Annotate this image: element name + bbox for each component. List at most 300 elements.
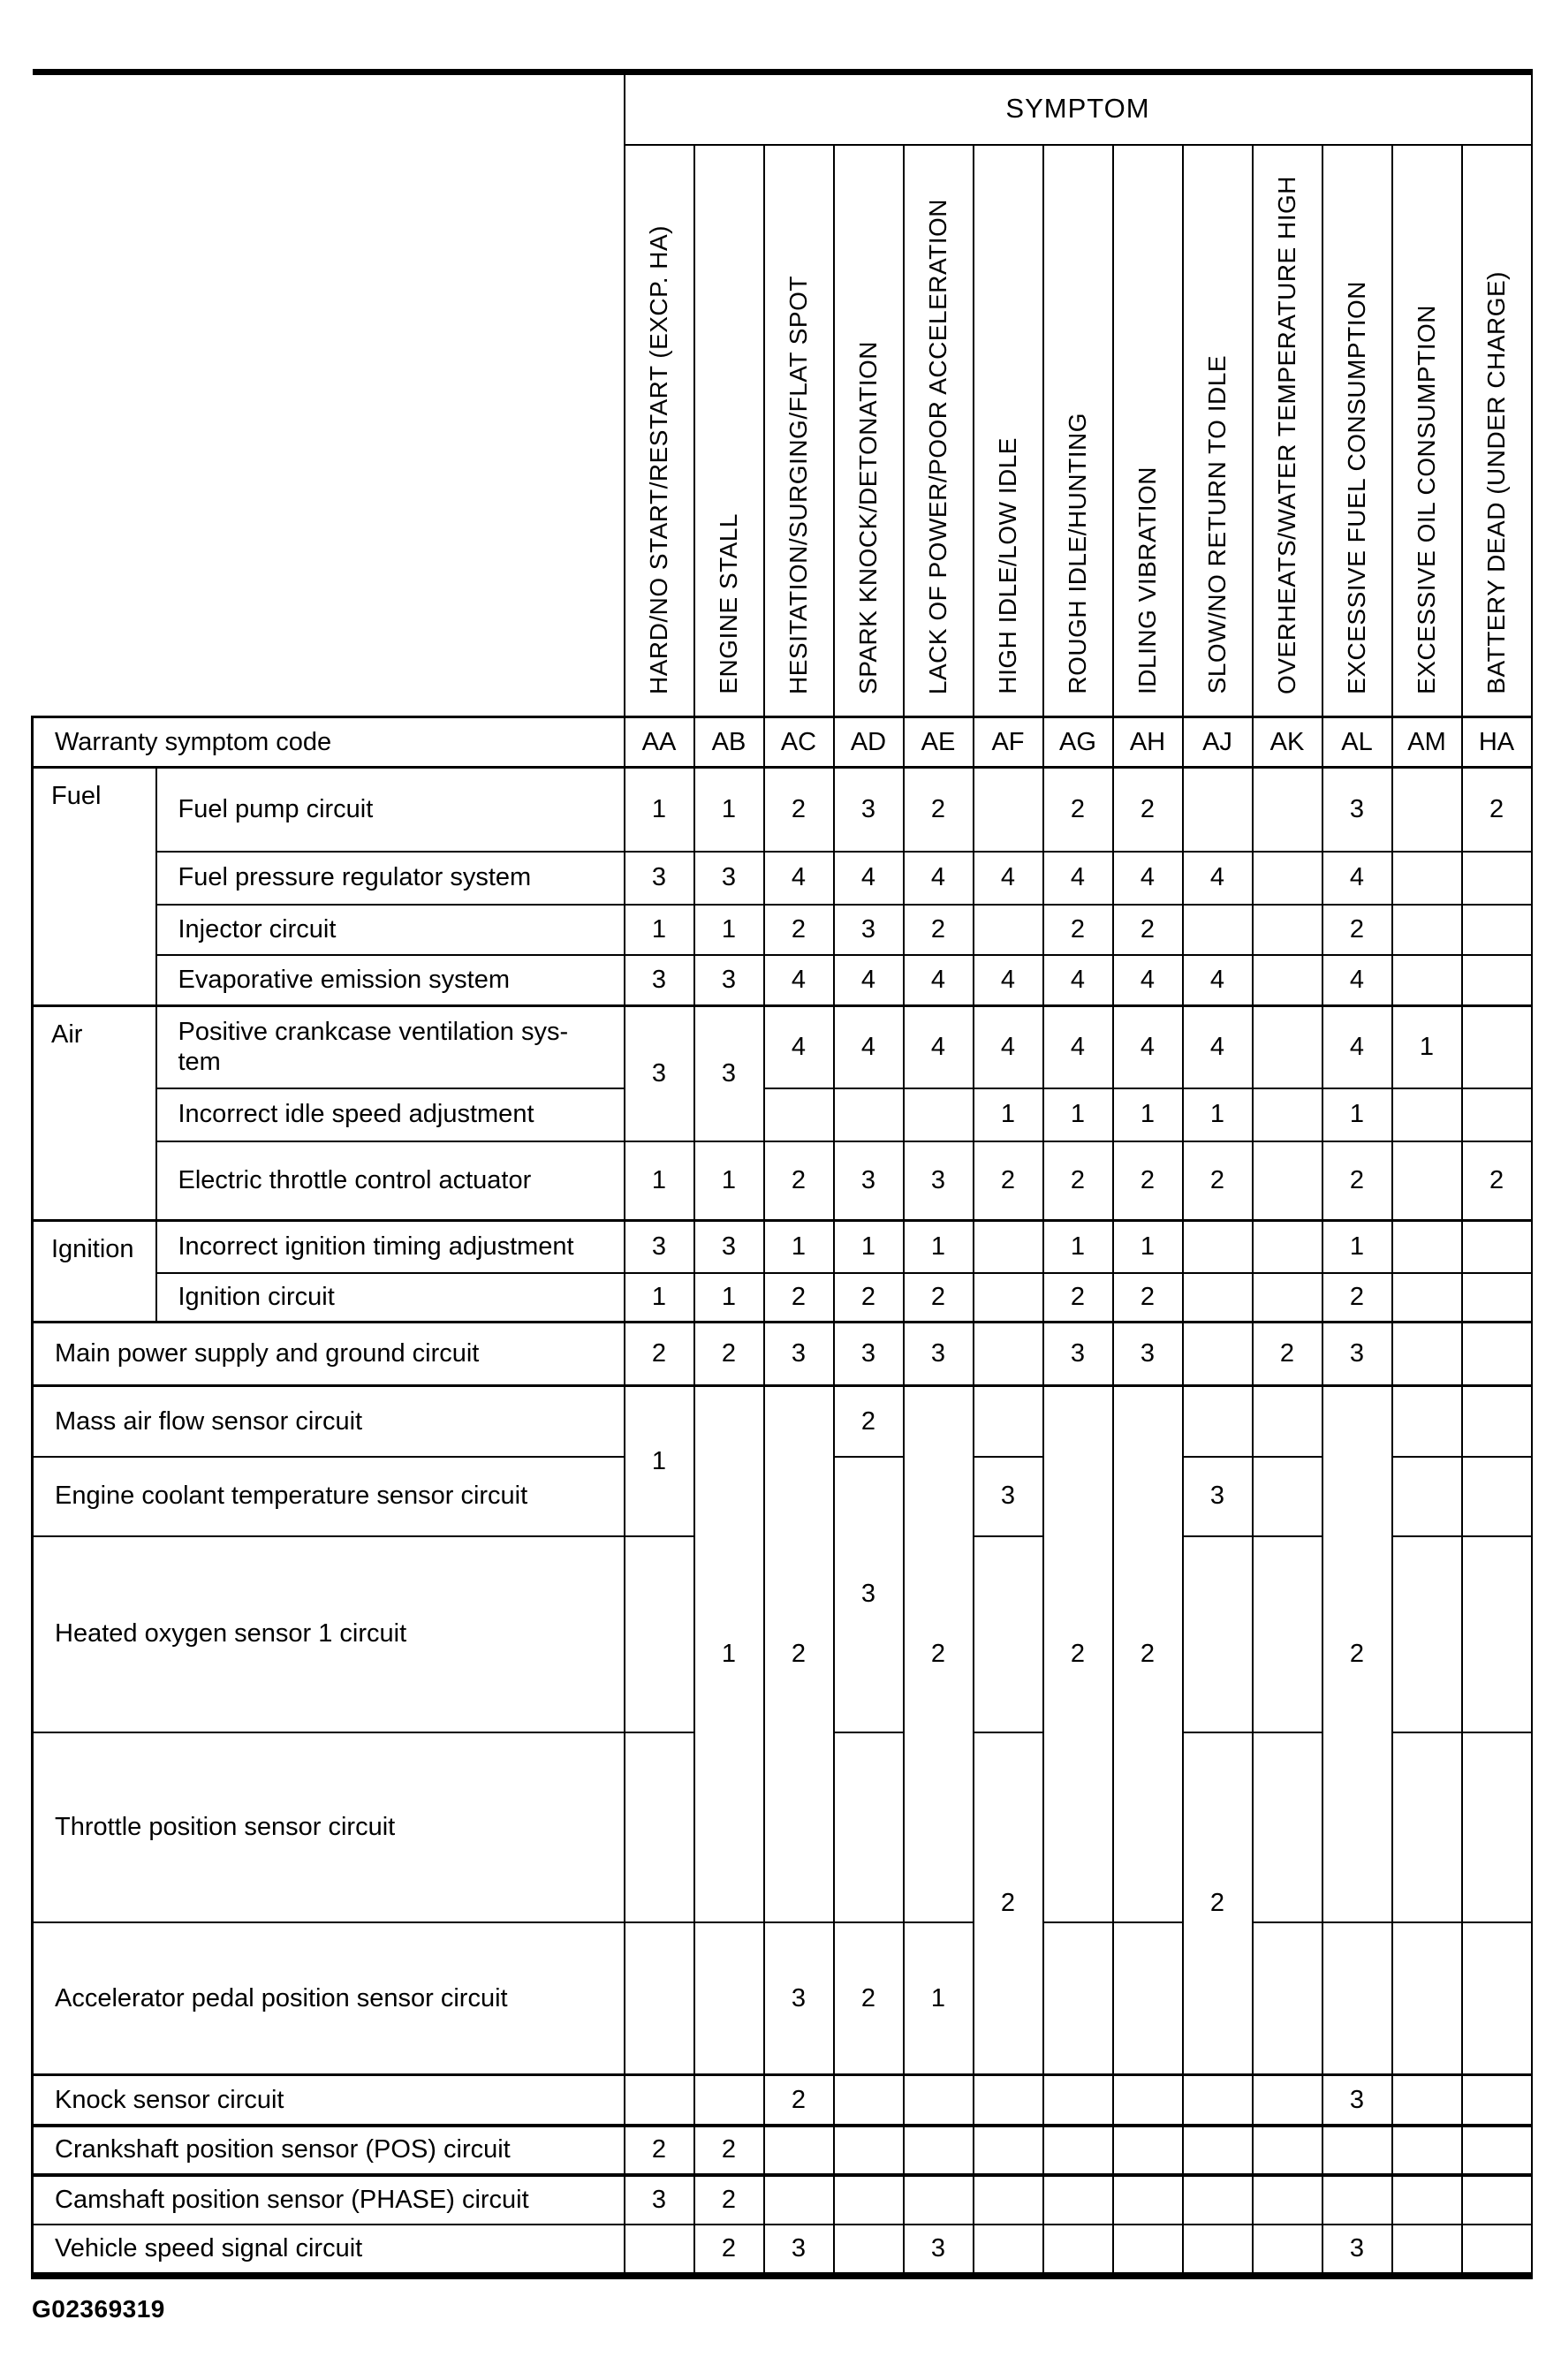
value-cell-af bbox=[974, 2175, 1043, 2225]
symptom-column-header-al bbox=[1322, 145, 1392, 717]
value-cell-aa: 2 bbox=[625, 2126, 694, 2175]
value-cell-aa: 3 bbox=[625, 1006, 694, 1141]
value-cell-af: 4 bbox=[974, 1006, 1043, 1088]
value-cell-aj: 4 bbox=[1183, 1006, 1253, 1088]
row-label: Ignition circuit bbox=[156, 1273, 625, 1323]
value-cell-ak bbox=[1253, 1141, 1322, 1221]
value-cell-am bbox=[1392, 1386, 1462, 1457]
value-cell-aj bbox=[1183, 1273, 1253, 1323]
value-cell-ac: 2 bbox=[764, 1386, 834, 1922]
value-cell-ha bbox=[1462, 1457, 1532, 1536]
row-label: Vehicle speed signal circuit bbox=[33, 2225, 625, 2276]
symptom-column-header-am bbox=[1392, 145, 1462, 717]
value-cell-ad bbox=[834, 2126, 904, 2175]
value-cell-af: 1 bbox=[974, 1088, 1043, 1141]
value-cell-ah: 2 bbox=[1113, 1273, 1183, 1323]
value-cell-ag: 1 bbox=[1043, 1221, 1113, 1273]
value-cell-ad: 3 bbox=[834, 768, 904, 852]
value-cell-ae bbox=[904, 2126, 974, 2175]
value-cell-aj bbox=[1183, 768, 1253, 852]
value-cell-ae bbox=[904, 1088, 974, 1141]
value-cell-am bbox=[1392, 1457, 1462, 1536]
value-cell-ag: 2 bbox=[1043, 1273, 1113, 1323]
value-cell-aj bbox=[1183, 2175, 1253, 2225]
value-cell-ae: 3 bbox=[904, 1141, 974, 1221]
value-cell-af: 4 bbox=[974, 955, 1043, 1006]
value-cell-ae: 4 bbox=[904, 955, 974, 1006]
symptom-column-header-ak bbox=[1253, 145, 1322, 717]
value-cell-ab: 1 bbox=[694, 1386, 764, 1922]
value-cell-aa bbox=[625, 1732, 694, 1922]
group-label-air: Air bbox=[33, 1006, 156, 1221]
value-cell-al: 4 bbox=[1322, 1006, 1392, 1088]
value-cell-ac: 1 bbox=[764, 1221, 834, 1273]
value-cell-aj: 2 bbox=[1183, 1732, 1253, 2075]
value-cell-aj: 3 bbox=[1183, 1457, 1253, 1536]
value-cell-ad: 1 bbox=[834, 1221, 904, 1273]
value-cell-am bbox=[1392, 1536, 1462, 1732]
value-cell-aj bbox=[1183, 2126, 1253, 2175]
value-cell-ha bbox=[1462, 955, 1532, 1006]
warranty-code-ac: AC bbox=[764, 717, 834, 768]
value-cell-aa: 3 bbox=[625, 852, 694, 905]
table-row bbox=[33, 2075, 1532, 2126]
value-cell-al: 1 bbox=[1322, 1221, 1392, 1273]
value-cell-aj bbox=[1183, 1386, 1253, 1457]
value-cell-ab: 1 bbox=[694, 905, 764, 955]
value-cell-ab: 2 bbox=[694, 2126, 764, 2175]
value-cell-aj: 4 bbox=[1183, 852, 1253, 905]
value-cell-aj bbox=[1183, 1323, 1253, 1386]
value-cell-aj bbox=[1183, 2225, 1253, 2276]
row-label: Heated oxygen sensor 1 circuit bbox=[33, 1536, 625, 1732]
value-cell-ak bbox=[1253, 768, 1322, 852]
value-cell-ad bbox=[834, 2175, 904, 2225]
row-label: Mass air flow sensor circuit bbox=[33, 1386, 625, 1457]
value-cell-af: 3 bbox=[974, 1457, 1043, 1536]
value-cell-aa bbox=[625, 1536, 694, 1732]
value-cell-ag: 2 bbox=[1043, 1386, 1113, 1922]
value-cell-ak bbox=[1253, 1221, 1322, 1273]
warranty-code-ad: AD bbox=[834, 717, 904, 768]
warranty-code-ha: HA bbox=[1462, 717, 1532, 768]
value-cell-ab: 2 bbox=[694, 2175, 764, 2225]
rotated-symptom-label: HARD/NO START/RESTART (EXCP. HA) bbox=[645, 224, 672, 694]
value-cell-aa bbox=[625, 2075, 694, 2126]
warranty-code-ab: AB bbox=[694, 717, 764, 768]
rotated-symptom-label: EXCESSIVE FUEL CONSUMPTION bbox=[1343, 280, 1370, 694]
value-cell-ac bbox=[764, 2175, 834, 2225]
table-corner-blank bbox=[33, 72, 625, 717]
table-row bbox=[33, 1273, 1532, 1323]
value-cell-ag bbox=[1043, 2175, 1113, 2225]
value-cell-ha bbox=[1462, 1323, 1532, 1386]
value-cell-ah bbox=[1113, 2175, 1183, 2225]
value-cell-ae bbox=[904, 2175, 974, 2225]
value-cell-am bbox=[1392, 768, 1462, 852]
rotated-symptom-label: IDLING VIBRATION bbox=[1133, 466, 1161, 694]
value-cell-ag bbox=[1043, 1922, 1113, 2075]
table-row bbox=[33, 2225, 1532, 2276]
value-cell-ak bbox=[1253, 2075, 1322, 2126]
value-cell-ak bbox=[1253, 1273, 1322, 1323]
value-cell-ae: 2 bbox=[904, 768, 974, 852]
value-cell-ah: 4 bbox=[1113, 955, 1183, 1006]
value-cell-ac bbox=[764, 2126, 834, 2175]
value-cell-al: 2 bbox=[1322, 1386, 1392, 1922]
value-cell-af bbox=[974, 768, 1043, 852]
row-label: Knock sensor circuit bbox=[33, 2075, 625, 2126]
value-cell-ak bbox=[1253, 1386, 1322, 1457]
value-cell-am: 1 bbox=[1392, 1006, 1462, 1088]
row-label: Incorrect ignition timing adjustment bbox=[156, 1221, 625, 1273]
value-cell-am bbox=[1392, 1141, 1462, 1221]
value-cell-af bbox=[974, 1536, 1043, 1732]
value-cell-aj bbox=[1183, 1221, 1253, 1273]
value-cell-ad bbox=[834, 1732, 904, 1922]
value-cell-al: 2 bbox=[1322, 1273, 1392, 1323]
value-cell-ae: 2 bbox=[904, 1386, 974, 1922]
symptom-column-header-aa bbox=[625, 145, 694, 717]
table-row bbox=[33, 852, 1532, 905]
value-cell-ag: 2 bbox=[1043, 768, 1113, 852]
value-cell-aa: 3 bbox=[625, 2175, 694, 2225]
value-cell-ae: 4 bbox=[904, 1006, 974, 1088]
value-cell-af bbox=[974, 2075, 1043, 2126]
symptom-column-header-ha bbox=[1462, 145, 1532, 717]
value-cell-aj: 2 bbox=[1183, 1141, 1253, 1221]
value-cell-am bbox=[1392, 852, 1462, 905]
symptom-column-header-ad bbox=[834, 145, 904, 717]
value-cell-ae: 3 bbox=[904, 2225, 974, 2276]
warranty-code-ah: AH bbox=[1113, 717, 1183, 768]
value-cell-ak bbox=[1253, 955, 1322, 1006]
row-label: Injector circuit bbox=[156, 905, 625, 955]
value-cell-ag bbox=[1043, 2126, 1113, 2175]
value-cell-ab: 3 bbox=[694, 955, 764, 1006]
row-label: Main power supply and ground circuit bbox=[33, 1323, 625, 1386]
symptom-column-header-ae bbox=[904, 145, 974, 717]
rotated-symptom-label: SPARK KNOCK/DETONATION bbox=[854, 340, 882, 694]
warranty-code-aa: AA bbox=[625, 717, 694, 768]
value-cell-ah: 2 bbox=[1113, 1141, 1183, 1221]
value-cell-aj: 4 bbox=[1183, 955, 1253, 1006]
value-cell-aa: 1 bbox=[625, 1273, 694, 1323]
value-cell-ak bbox=[1253, 1732, 1322, 1922]
table-row bbox=[33, 1221, 1532, 1273]
rotated-symptom-label: SLOW/NO RETURN TO IDLE bbox=[1203, 355, 1231, 694]
value-cell-af bbox=[974, 1323, 1043, 1386]
value-cell-ag: 2 bbox=[1043, 1141, 1113, 1221]
row-label: Camshaft position sensor (PHASE) circuit bbox=[33, 2175, 625, 2225]
table-row bbox=[33, 1386, 1532, 1457]
value-cell-aa: 2 bbox=[625, 1323, 694, 1386]
value-cell-am bbox=[1392, 2075, 1462, 2126]
value-cell-al: 2 bbox=[1322, 905, 1392, 955]
rotated-symptom-label: ENGINE STALL bbox=[715, 513, 742, 694]
warranty-code-ag: AG bbox=[1043, 717, 1113, 768]
value-cell-aa: 3 bbox=[625, 955, 694, 1006]
value-cell-af bbox=[974, 1221, 1043, 1273]
value-cell-ad: 3 bbox=[834, 905, 904, 955]
value-cell-ag: 2 bbox=[1043, 905, 1113, 955]
value-cell-ha bbox=[1462, 1221, 1532, 1273]
value-cell-al: 3 bbox=[1322, 2225, 1392, 2276]
value-cell-ac: 4 bbox=[764, 1006, 834, 1088]
value-cell-ac: 3 bbox=[764, 1323, 834, 1386]
row-label: Electric throttle control actuator bbox=[156, 1141, 625, 1221]
group-label-fuel: Fuel bbox=[33, 768, 156, 1006]
value-cell-ha bbox=[1462, 852, 1532, 905]
value-cell-am bbox=[1392, 2175, 1462, 2225]
value-cell-aj bbox=[1183, 2075, 1253, 2126]
row-label: Fuel pump circuit bbox=[156, 768, 625, 852]
value-cell-ad: 2 bbox=[834, 1386, 904, 1457]
value-cell-al bbox=[1322, 2175, 1392, 2225]
value-cell-al bbox=[1322, 1922, 1392, 2075]
value-cell-ah bbox=[1113, 1922, 1183, 2075]
symptom-column-header-af bbox=[974, 145, 1043, 717]
value-cell-ha bbox=[1462, 1273, 1532, 1323]
value-cell-ha bbox=[1462, 1922, 1532, 2075]
value-cell-ab: 2 bbox=[694, 1323, 764, 1386]
value-cell-ak bbox=[1253, 1006, 1322, 1088]
value-cell-af bbox=[974, 1386, 1043, 1457]
row-label: Crankshaft position sensor (POS) circuit bbox=[33, 2126, 625, 2175]
symptom-column-header-ab bbox=[694, 145, 764, 717]
value-cell-aj bbox=[1183, 1536, 1253, 1732]
value-cell-ag: 4 bbox=[1043, 955, 1113, 1006]
warranty-code-ak: AK bbox=[1253, 717, 1322, 768]
value-cell-aa: 1 bbox=[625, 1386, 694, 1536]
symptom-diagnosis-table bbox=[31, 69, 1533, 2279]
value-cell-am bbox=[1392, 1088, 1462, 1141]
group-label-ignition: Ignition bbox=[33, 1221, 156, 1323]
value-cell-ha bbox=[1462, 1536, 1532, 1732]
value-cell-ae: 1 bbox=[904, 1221, 974, 1273]
value-cell-al bbox=[1322, 2126, 1392, 2175]
table-row bbox=[33, 1922, 1532, 2075]
value-cell-ad: 2 bbox=[834, 1273, 904, 1323]
value-cell-ak bbox=[1253, 852, 1322, 905]
table-row bbox=[33, 1088, 1532, 1141]
value-cell-ag: 4 bbox=[1043, 852, 1113, 905]
value-cell-ae bbox=[904, 2075, 974, 2126]
value-cell-ad: 3 bbox=[834, 1457, 904, 1732]
symptom-column-header-ag bbox=[1043, 145, 1113, 717]
value-cell-ad: 4 bbox=[834, 852, 904, 905]
value-cell-ha bbox=[1462, 1386, 1532, 1457]
value-cell-aj bbox=[1183, 905, 1253, 955]
value-cell-ak bbox=[1253, 1536, 1322, 1732]
value-cell-ac: 3 bbox=[764, 1922, 834, 2075]
value-cell-ab: 3 bbox=[694, 1221, 764, 1273]
value-cell-ac: 2 bbox=[764, 2075, 834, 2126]
value-cell-ah: 1 bbox=[1113, 1221, 1183, 1273]
value-cell-ad: 3 bbox=[834, 1141, 904, 1221]
value-cell-aa bbox=[625, 1922, 694, 2075]
warranty-code-row-label: Warranty symptom code bbox=[33, 717, 625, 768]
value-cell-ad: 4 bbox=[834, 955, 904, 1006]
value-cell-am bbox=[1392, 2225, 1462, 2276]
value-cell-ae: 2 bbox=[904, 905, 974, 955]
value-cell-ae: 4 bbox=[904, 852, 974, 905]
symptom-column-header-ac bbox=[764, 145, 834, 717]
value-cell-ac bbox=[764, 1088, 834, 1141]
value-cell-ab: 1 bbox=[694, 1273, 764, 1323]
table-row bbox=[33, 1323, 1532, 1386]
value-cell-ad bbox=[834, 2075, 904, 2126]
value-cell-ah bbox=[1113, 2225, 1183, 2276]
value-cell-ad bbox=[834, 1088, 904, 1141]
value-cell-ah: 4 bbox=[1113, 1006, 1183, 1088]
rotated-symptom-label: EXCESSIVE OIL CONSUMPTION bbox=[1413, 304, 1440, 694]
value-cell-al: 4 bbox=[1322, 852, 1392, 905]
warranty-code-al: AL bbox=[1322, 717, 1392, 768]
value-cell-ah: 2 bbox=[1113, 905, 1183, 955]
row-label: Fuel pressure regulator system bbox=[156, 852, 625, 905]
value-cell-ak bbox=[1253, 1457, 1322, 1536]
value-cell-am bbox=[1392, 1732, 1462, 1922]
table-row bbox=[33, 2126, 1532, 2175]
table-row bbox=[33, 1141, 1532, 1221]
value-cell-ab: 3 bbox=[694, 1006, 764, 1141]
value-cell-al: 3 bbox=[1322, 1323, 1392, 1386]
row-label: Engine coolant temperature sensor circuit bbox=[33, 1457, 625, 1536]
table-row bbox=[33, 1006, 1532, 1088]
value-cell-ak bbox=[1253, 1088, 1322, 1141]
value-cell-af: 4 bbox=[974, 852, 1043, 905]
value-cell-ad: 4 bbox=[834, 1006, 904, 1088]
value-cell-ag: 1 bbox=[1043, 1088, 1113, 1141]
value-cell-af bbox=[974, 1273, 1043, 1323]
value-cell-ag bbox=[1043, 2075, 1113, 2126]
table-row bbox=[33, 955, 1532, 1006]
value-cell-ab bbox=[694, 1922, 764, 2075]
warranty-code-am: AM bbox=[1392, 717, 1462, 768]
value-cell-aa: 1 bbox=[625, 1141, 694, 1221]
symptom-column-header-ah bbox=[1113, 145, 1183, 717]
rotated-symptom-label: LACK OF POWER/POOR ACCELERATION bbox=[924, 198, 951, 694]
rotated-symptom-label: HESITATION/SURGING/FLAT SPOT bbox=[784, 275, 812, 694]
table-row bbox=[33, 905, 1532, 955]
value-cell-ak bbox=[1253, 2126, 1322, 2175]
value-cell-al: 2 bbox=[1322, 1141, 1392, 1221]
symptom-column-header-aj bbox=[1183, 145, 1253, 717]
row-label: Incorrect idle speed adjustment bbox=[156, 1088, 625, 1141]
value-cell-ha bbox=[1462, 1732, 1532, 1922]
value-cell-al: 4 bbox=[1322, 955, 1392, 1006]
table-row bbox=[33, 72, 1532, 145]
value-cell-am bbox=[1392, 2126, 1462, 2175]
value-cell-ad: 3 bbox=[834, 1323, 904, 1386]
value-cell-ha: 2 bbox=[1462, 1141, 1532, 1221]
value-cell-ac: 2 bbox=[764, 1141, 834, 1221]
value-cell-ha bbox=[1462, 905, 1532, 955]
value-cell-al: 3 bbox=[1322, 768, 1392, 852]
value-cell-ha bbox=[1462, 2126, 1532, 2175]
value-cell-ah bbox=[1113, 2126, 1183, 2175]
symptom-header-title: SYMPTOM bbox=[625, 72, 1532, 145]
rotated-symptom-label: BATTERY DEAD (UNDER CHARGE) bbox=[1482, 271, 1511, 694]
table-row bbox=[33, 2175, 1532, 2225]
rotated-symptom-label: OVERHEATS/WATER TEMPERATURE HIGH bbox=[1273, 175, 1300, 694]
value-cell-af: 2 bbox=[974, 1141, 1043, 1221]
value-cell-ad: 2 bbox=[834, 1922, 904, 2075]
value-cell-ab: 3 bbox=[694, 852, 764, 905]
value-cell-aa bbox=[625, 2225, 694, 2276]
value-cell-ac: 4 bbox=[764, 955, 834, 1006]
value-cell-ak bbox=[1253, 1922, 1322, 2075]
value-cell-am bbox=[1392, 1323, 1462, 1386]
row-label: Accelerator pedal position sensor circuit bbox=[33, 1922, 625, 2075]
rotated-symptom-label: ROUGH IDLE/HUNTING bbox=[1064, 413, 1091, 694]
value-cell-ah: 2 bbox=[1113, 768, 1183, 852]
value-cell-ae: 2 bbox=[904, 1273, 974, 1323]
value-cell-ae: 1 bbox=[904, 1922, 974, 2075]
value-cell-ag: 4 bbox=[1043, 1006, 1113, 1088]
value-cell-al: 1 bbox=[1322, 1088, 1392, 1141]
value-cell-ab bbox=[694, 2075, 764, 2126]
value-cell-af: 2 bbox=[974, 1732, 1043, 2075]
table-row bbox=[33, 717, 1532, 768]
value-cell-am bbox=[1392, 905, 1462, 955]
value-cell-ak: 2 bbox=[1253, 1323, 1322, 1386]
value-cell-ag bbox=[1043, 2225, 1113, 2276]
value-cell-af bbox=[974, 905, 1043, 955]
value-cell-ha bbox=[1462, 1006, 1532, 1088]
value-cell-ac: 4 bbox=[764, 852, 834, 905]
value-cell-ak bbox=[1253, 905, 1322, 955]
value-cell-ha bbox=[1462, 2225, 1532, 2276]
value-cell-ac: 2 bbox=[764, 768, 834, 852]
value-cell-ha bbox=[1462, 2175, 1532, 2225]
value-cell-am bbox=[1392, 1273, 1462, 1323]
value-cell-ad bbox=[834, 2225, 904, 2276]
row-label: Positive crankcase ventilation sys- tem bbox=[156, 1006, 625, 1088]
value-cell-ha bbox=[1462, 2075, 1532, 2126]
value-cell-ak bbox=[1253, 2175, 1322, 2225]
warranty-code-af: AF bbox=[974, 717, 1043, 768]
value-cell-ah bbox=[1113, 2075, 1183, 2126]
warranty-code-ae: AE bbox=[904, 717, 974, 768]
value-cell-ha bbox=[1462, 1088, 1532, 1141]
rotated-symptom-label: HIGH IDLE/LOW IDLE bbox=[994, 437, 1021, 694]
table-row bbox=[33, 768, 1532, 852]
value-cell-ac: 2 bbox=[764, 1273, 834, 1323]
value-cell-ah: 1 bbox=[1113, 1088, 1183, 1141]
figure-id-caption: G02369319 bbox=[32, 2295, 165, 2323]
value-cell-ah: 3 bbox=[1113, 1323, 1183, 1386]
value-cell-ah: 2 bbox=[1113, 1386, 1183, 1922]
value-cell-aa: 1 bbox=[625, 905, 694, 955]
value-cell-ha: 2 bbox=[1462, 768, 1532, 852]
value-cell-am bbox=[1392, 1221, 1462, 1273]
value-cell-ae: 3 bbox=[904, 1323, 974, 1386]
value-cell-ab: 1 bbox=[694, 768, 764, 852]
value-cell-af bbox=[974, 2225, 1043, 2276]
value-cell-ac: 3 bbox=[764, 2225, 834, 2276]
value-cell-al: 3 bbox=[1322, 2075, 1392, 2126]
value-cell-af bbox=[974, 2126, 1043, 2175]
value-cell-aj: 1 bbox=[1183, 1088, 1253, 1141]
value-cell-ak bbox=[1253, 2225, 1322, 2276]
value-cell-am bbox=[1392, 1922, 1462, 2075]
value-cell-ac: 2 bbox=[764, 905, 834, 955]
value-cell-ag: 3 bbox=[1043, 1323, 1113, 1386]
warranty-code-aj: AJ bbox=[1183, 717, 1253, 768]
value-cell-aa: 1 bbox=[625, 768, 694, 852]
